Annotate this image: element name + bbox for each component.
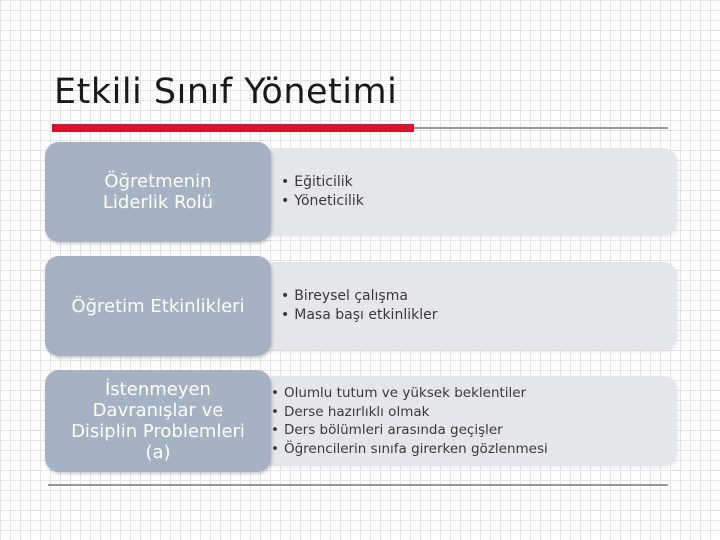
label-line: Disiplin Problemleri [71, 421, 245, 442]
title-underline-accent [52, 124, 414, 132]
detail-box-3 [259, 376, 677, 466]
bullet-item: • Ders bölümleri arasında geçişler [271, 421, 548, 440]
bullet-item: • Bireysel çalışma [281, 287, 437, 306]
label-line: (a) [145, 442, 171, 463]
footer-rule [48, 484, 668, 486]
content-row-3 [45, 370, 677, 472]
bullet-list-2 [281, 287, 437, 325]
label-line: Öğretmenin [104, 171, 212, 192]
content-row-1 [45, 142, 677, 242]
label-box-1 [45, 142, 271, 242]
label-line: İstenmeyen [105, 379, 211, 400]
bullet-item: • Derse hazırlıklı olmak [271, 403, 548, 422]
bullet-item: • Eğiticilik [281, 173, 364, 192]
bullet-item: • Olumlu tutum ve yüksek beklentiler [271, 384, 548, 403]
label-line: Liderlik Rolü [102, 192, 214, 213]
bullet-item: • Yöneticilik [281, 192, 364, 211]
content-row-2 [45, 256, 677, 356]
label-box-3 [45, 370, 271, 472]
detail-box-1 [259, 148, 677, 236]
bullet-list-1 [281, 173, 364, 211]
title-underline-rule [414, 127, 668, 129]
bullet-item: • Öğrencilerin sınıfa girerken gözlenmesi [271, 440, 548, 459]
label-box-2 [45, 256, 271, 356]
slide-title: Etkili Sınıf Yönetimi [54, 72, 398, 112]
bullet-list-3 [271, 384, 548, 458]
detail-box-2 [259, 262, 677, 350]
label-line: Davranışlar ve [92, 400, 224, 421]
bullet-item: • Masa başı etkinlikler [281, 306, 437, 325]
label-line: Öğretim Etkinlikleri [71, 295, 245, 317]
